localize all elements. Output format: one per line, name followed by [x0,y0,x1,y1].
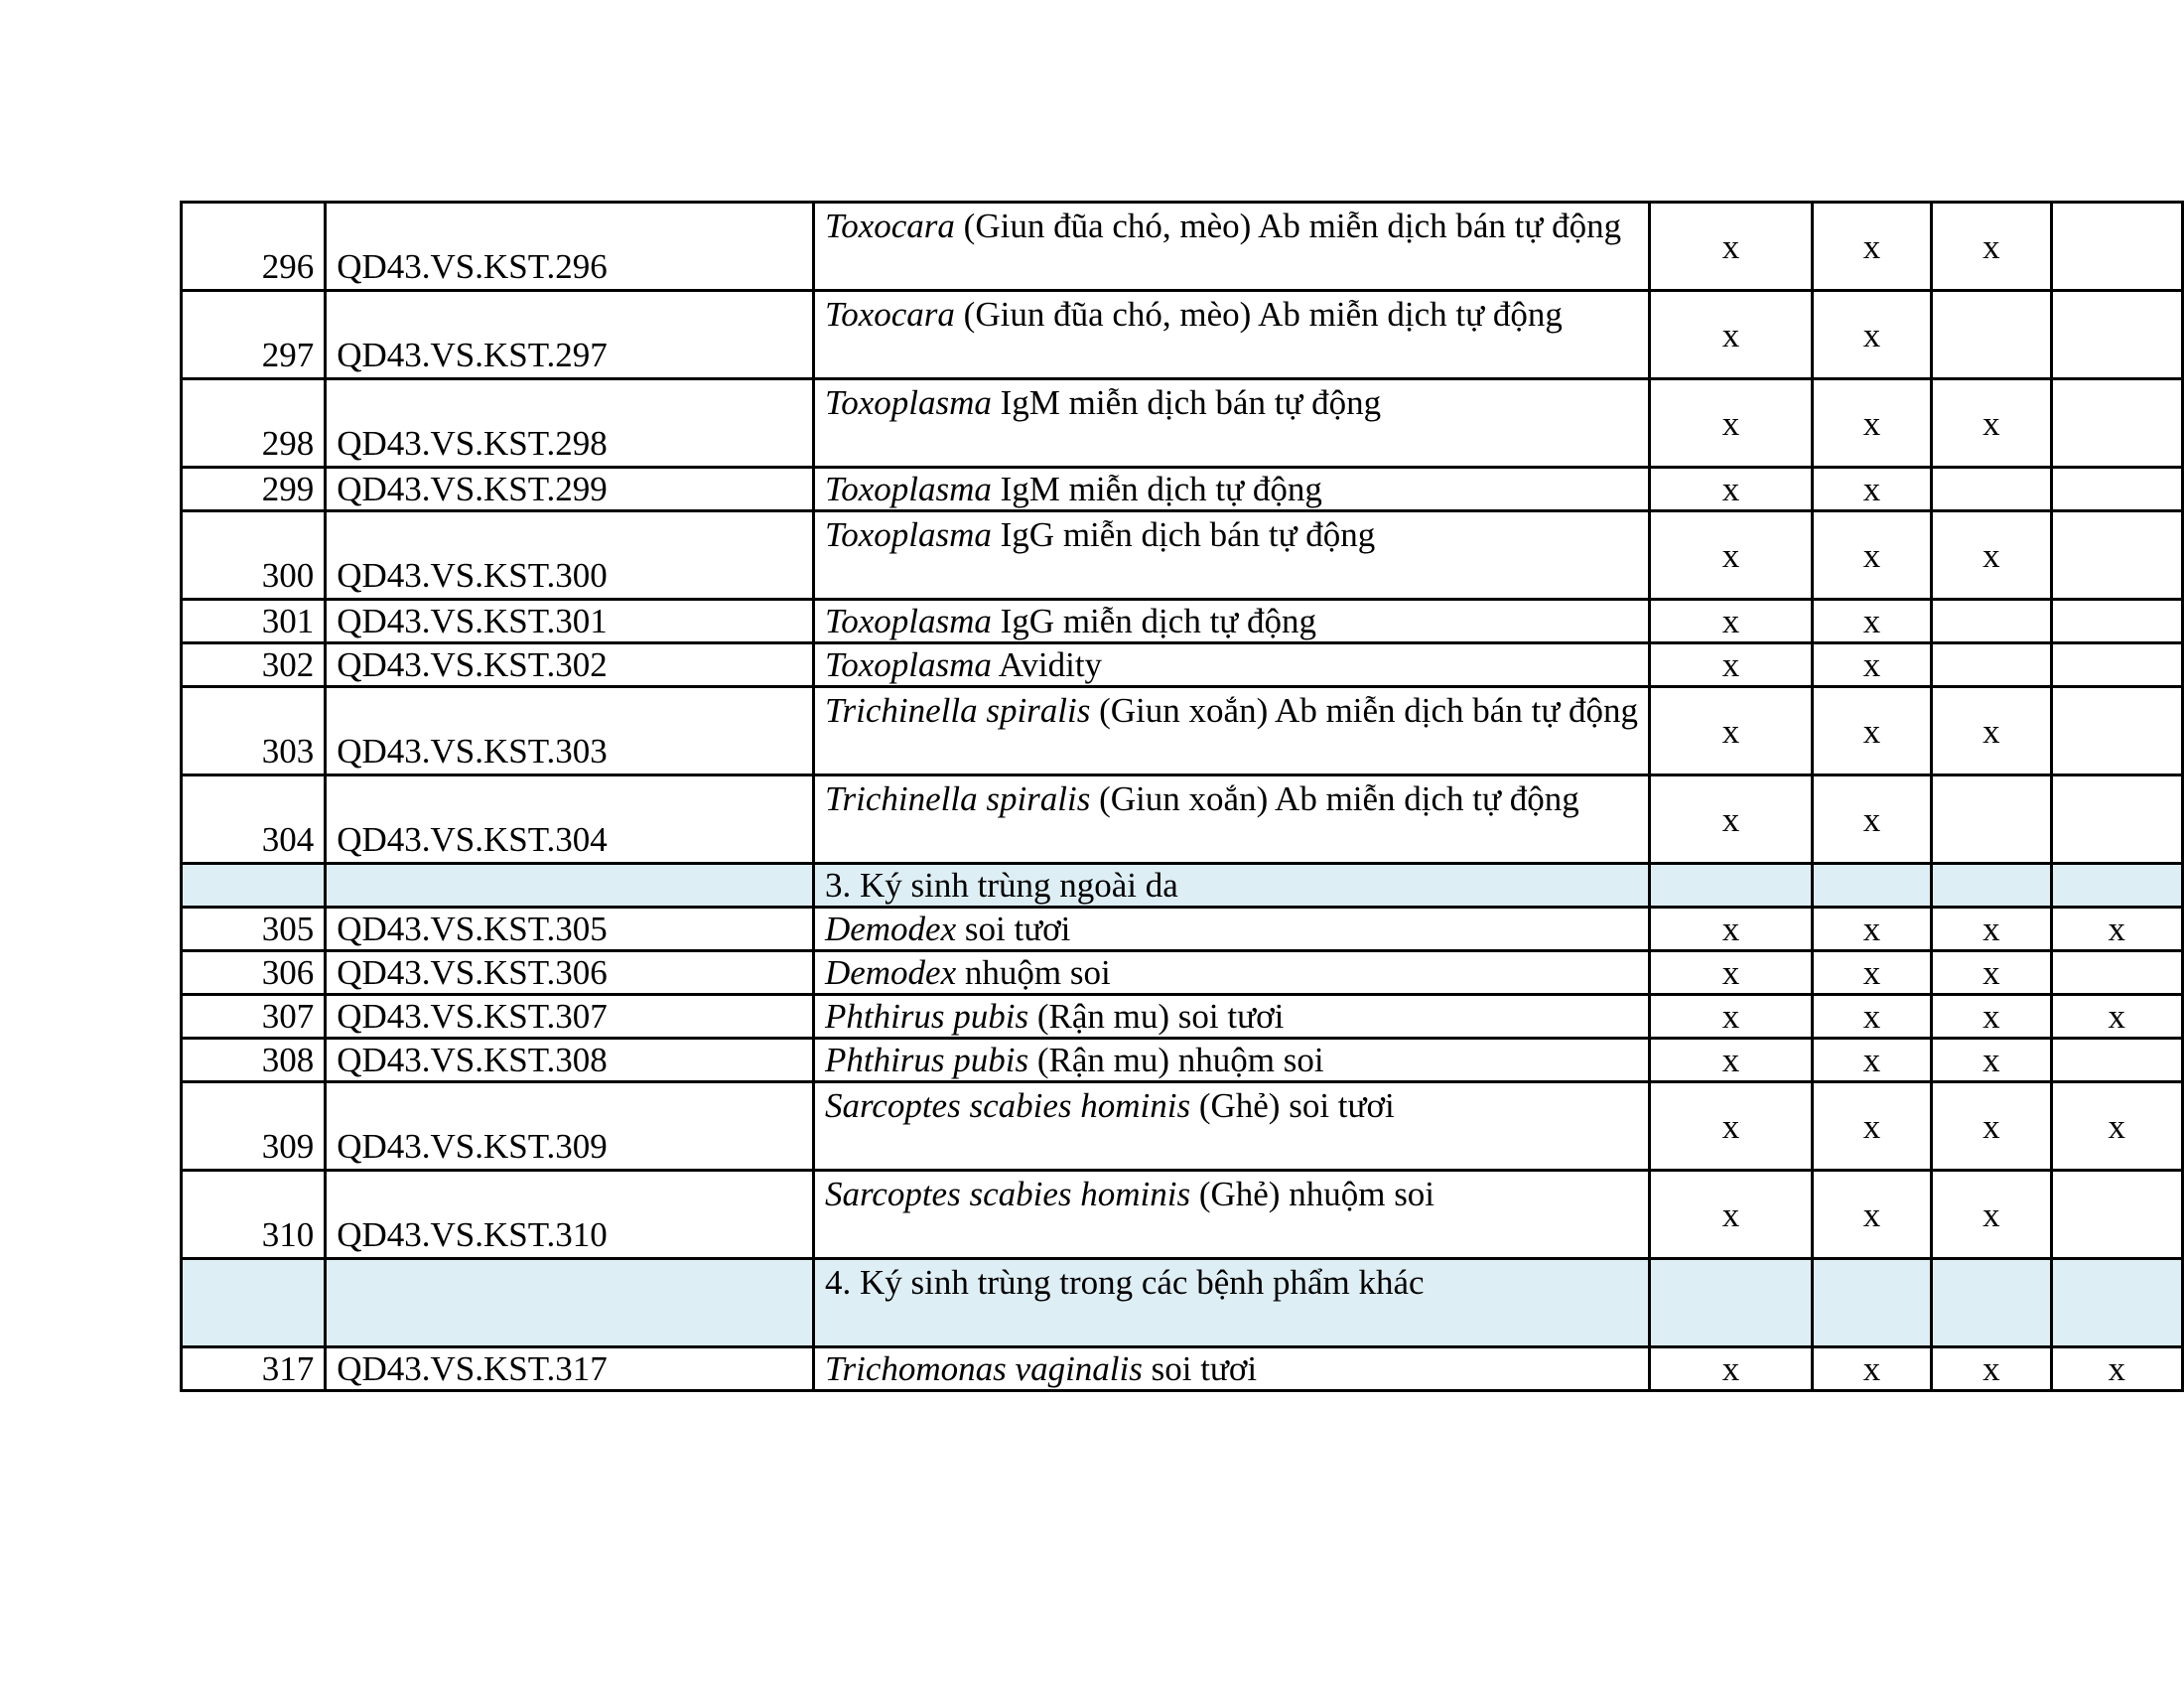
level-mark-3 [1932,775,2051,864]
table-row [182,1347,2183,1391]
level-mark-4 [2051,1039,2182,1082]
organism-name: Demodex [824,953,957,992]
level-mark-2: x [1812,291,1931,379]
procedure-description: (Rận mu) soi tươi [1028,997,1285,1036]
organism-name: Toxocara [824,207,955,245]
level-mark-1: x [1650,1082,1813,1171]
level-mark-2: x [1812,995,1931,1039]
organism-name: Toxoplasma [824,470,992,508]
level-mark-1: x [1650,468,1813,511]
table-row [182,511,2183,600]
level-mark-2: x [1812,775,1931,864]
level-mark-4 [2051,468,2182,511]
table-row [182,1171,2183,1259]
organism-name: Toxoplasma [824,383,992,422]
table-row [182,203,2183,291]
level-mark-1: x [1650,687,1813,775]
level-mark-3: x [1932,203,2051,291]
level-mark-2: x [1812,687,1931,775]
procedure-code: QD43.VS.KST.308 [326,1039,814,1082]
level-mark-4 [2051,291,2182,379]
procedure-name [813,203,1649,291]
table-row [182,291,2183,379]
level-mark-4: x [2051,1347,2182,1391]
table-row [182,775,2183,864]
procedure-code: QD43.VS.KST.296 [326,203,814,291]
procedure-name [813,1082,1649,1171]
organism-name: Toxoplasma [824,602,992,640]
row-number: 302 [182,643,326,687]
level-mark-4 [2051,379,2182,468]
level-mark-2: x [1812,203,1931,291]
row-number: 304 [182,775,326,864]
level-mark-2: x [1812,1171,1931,1259]
level-mark-1: x [1650,1171,1813,1259]
row-number: 308 [182,1039,326,1082]
level-mark-1: x [1650,203,1813,291]
organism-name: Phthirus pubis [824,1041,1029,1079]
procedure-description: IgM miễn dịch tự động [991,470,1322,508]
procedure-description: IgG miễn dịch tự động [991,602,1317,640]
procedure-description: (Giun đũa chó, mèo) Ab miễn dịch tự động [954,295,1563,334]
level-mark-1: x [1650,511,1813,600]
procedure-name [813,951,1649,995]
empty-cell [1650,864,1813,908]
procedure-name [813,1347,1649,1391]
level-mark-3 [1932,643,2051,687]
procedure-description: (Giun đũa chó, mèo) Ab miễn dịch bán tự động [954,207,1622,245]
empty-cell [182,864,326,908]
procedure-code: QD43.VS.KST.300 [326,511,814,600]
level-mark-3 [1932,291,2051,379]
procedure-description: soi tươi [956,910,1071,948]
procedure-code: QD43.VS.KST.303 [326,687,814,775]
level-mark-4: x [2051,908,2182,951]
level-mark-2: x [1812,908,1931,951]
procedure-code: QD43.VS.KST.299 [326,468,814,511]
procedure-description: (Giun xoắn) Ab miễn dịch tự động [1090,779,1579,818]
procedure-table [180,201,2184,1392]
level-mark-3: x [1932,1082,2051,1171]
procedure-code: QD43.VS.KST.317 [326,1347,814,1391]
procedure-description: (Giun xoắn) Ab miễn dịch bán tự động [1090,691,1639,730]
level-mark-2: x [1812,600,1931,643]
section-title: 3. Ký sinh trùng ngoài da [813,864,1649,908]
level-mark-4 [2051,951,2182,995]
row-number: 296 [182,203,326,291]
empty-cell [1812,1259,1931,1347]
procedure-description: IgM miễn dịch bán tự động [991,383,1382,422]
level-mark-3: x [1932,908,2051,951]
level-mark-4: x [2051,1082,2182,1171]
procedure-name [813,1171,1649,1259]
level-mark-1: x [1650,1347,1813,1391]
level-mark-1: x [1650,995,1813,1039]
level-mark-1: x [1650,775,1813,864]
level-mark-4 [2051,1171,2182,1259]
level-mark-3: x [1932,511,2051,600]
level-mark-3: x [1932,1171,2051,1259]
procedure-description: soi tươi [1142,1349,1258,1388]
procedure-code: QD43.VS.KST.309 [326,1082,814,1171]
row-number: 300 [182,511,326,600]
level-mark-1: x [1650,908,1813,951]
procedure-description: IgG miễn dịch bán tự động [991,515,1376,554]
row-number: 305 [182,908,326,951]
section-row [182,1259,2183,1347]
level-mark-3: x [1932,995,2051,1039]
level-mark-3: x [1932,1347,2051,1391]
level-mark-3 [1932,468,2051,511]
procedure-name [813,600,1649,643]
level-mark-4 [2051,600,2182,643]
level-mark-3: x [1932,1039,2051,1082]
procedure-description: (Ghẻ) nhuộm soi [1190,1175,1435,1213]
table-row [182,1039,2183,1082]
table-row [182,600,2183,643]
level-mark-1: x [1650,643,1813,687]
procedure-name [813,1039,1649,1082]
procedure-description: (Ghẻ) soi tươi [1190,1086,1395,1125]
row-number: 306 [182,951,326,995]
procedure-description: nhuộm soi [956,953,1111,992]
organism-name: Sarcoptes scabies hominis [824,1175,1191,1213]
section-row [182,864,2183,908]
level-mark-2: x [1812,951,1931,995]
level-mark-3 [1932,600,2051,643]
organism-name: Toxocara [824,295,955,334]
empty-cell [2051,864,2182,908]
level-mark-2: x [1812,511,1931,600]
table-row [182,687,2183,775]
organism-name: Sarcoptes scabies hominis [824,1086,1191,1125]
procedure-description: Avidity [991,645,1103,684]
row-number: 299 [182,468,326,511]
empty-cell [1932,1259,2051,1347]
empty-cell [326,864,814,908]
procedure-name [813,511,1649,600]
level-mark-3: x [1932,951,2051,995]
level-mark-2: x [1812,1082,1931,1171]
procedure-code: QD43.VS.KST.310 [326,1171,814,1259]
procedure-code: QD43.VS.KST.302 [326,643,814,687]
level-mark-3: x [1932,379,2051,468]
procedure-name [813,291,1649,379]
level-mark-4: x [2051,995,2182,1039]
procedure-code: QD43.VS.KST.307 [326,995,814,1039]
procedure-description: (Rận mu) nhuộm soi [1028,1041,1324,1079]
level-mark-2: x [1812,643,1931,687]
row-number: 309 [182,1082,326,1171]
level-mark-1: x [1650,951,1813,995]
level-mark-1: x [1650,291,1813,379]
organism-name: Trichinella spiralis [824,691,1091,730]
procedure-code: QD43.VS.KST.298 [326,379,814,468]
level-mark-2: x [1812,468,1931,511]
empty-cell [1932,864,2051,908]
organism-name: Trichinella spiralis [824,779,1091,818]
procedure-code: QD43.VS.KST.297 [326,291,814,379]
table-body [182,203,2183,1391]
organism-name: Toxoplasma [824,645,992,684]
row-number: 310 [182,1171,326,1259]
empty-cell [1650,1259,1813,1347]
procedure-name [813,995,1649,1039]
table-row [182,995,2183,1039]
organism-name: Demodex [824,910,957,948]
organism-name: Phthirus pubis [824,997,1029,1036]
procedure-name [813,468,1649,511]
level-mark-1: x [1650,1039,1813,1082]
table-row [182,468,2183,511]
level-mark-1: x [1650,600,1813,643]
level-mark-4 [2051,643,2182,687]
procedure-name [813,775,1649,864]
level-mark-2: x [1812,1347,1931,1391]
level-mark-3: x [1932,687,2051,775]
level-mark-2: x [1812,379,1931,468]
row-number: 301 [182,600,326,643]
level-mark-4 [2051,203,2182,291]
procedure-name [813,643,1649,687]
row-number: 297 [182,291,326,379]
table-row [182,643,2183,687]
procedure-name [813,379,1649,468]
level-mark-4 [2051,511,2182,600]
row-number: 307 [182,995,326,1039]
empty-cell [1812,864,1931,908]
procedure-name [813,908,1649,951]
table-row [182,951,2183,995]
row-number: 317 [182,1347,326,1391]
empty-cell [182,1259,326,1347]
section-title: 4. Ký sinh trùng trong các bệnh phẩm khác [813,1259,1649,1347]
table-row [182,1082,2183,1171]
level-mark-1: x [1650,379,1813,468]
organism-name: Trichomonas vaginalis [824,1349,1143,1388]
level-mark-2: x [1812,1039,1931,1082]
table-row [182,908,2183,951]
row-number: 298 [182,379,326,468]
organism-name: Toxoplasma [824,515,992,554]
procedure-code: QD43.VS.KST.306 [326,951,814,995]
procedure-name [813,687,1649,775]
procedure-code: QD43.VS.KST.305 [326,908,814,951]
level-mark-4 [2051,775,2182,864]
table-row [182,379,2183,468]
procedure-code: QD43.VS.KST.301 [326,600,814,643]
empty-cell [2051,1259,2182,1347]
empty-cell [326,1259,814,1347]
row-number: 303 [182,687,326,775]
procedure-code: QD43.VS.KST.304 [326,775,814,864]
level-mark-4 [2051,687,2182,775]
